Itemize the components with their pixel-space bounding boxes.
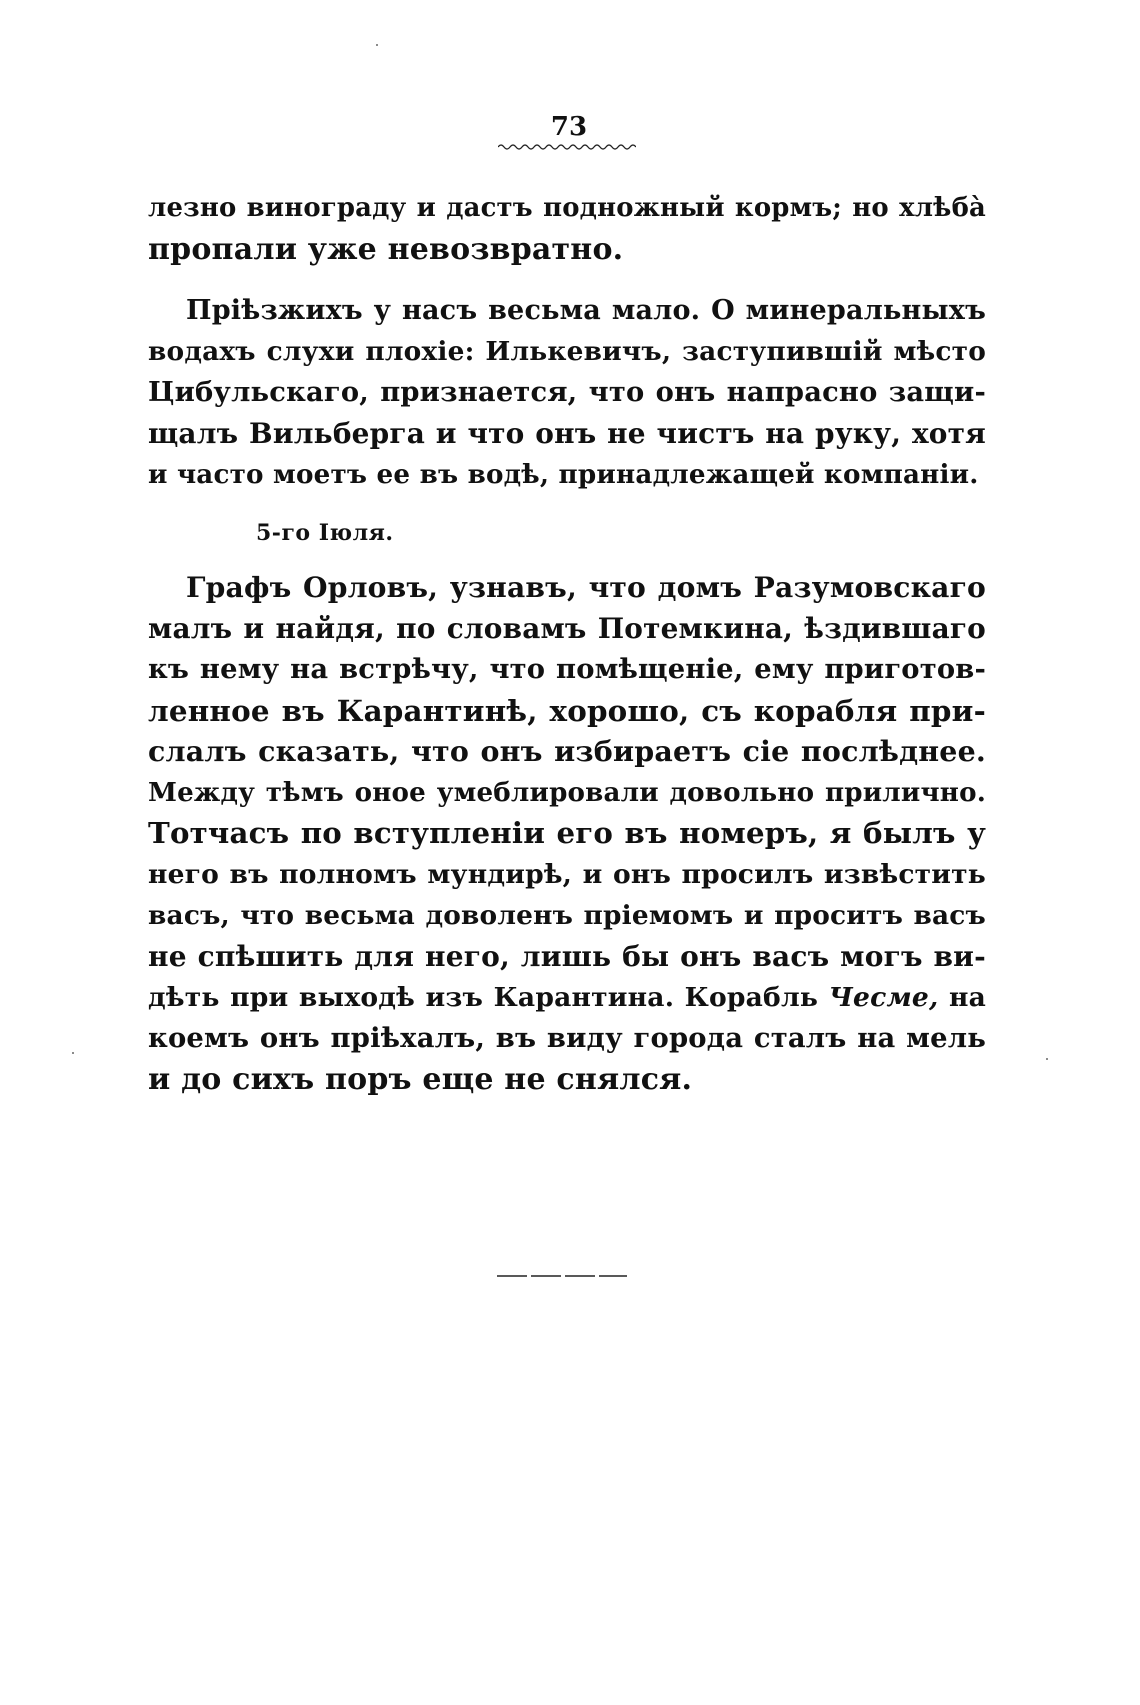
paragraph-1 [148,188,986,270]
text-line: водахъ слухи плохіе: Илькевичъ, заступившій мѣсто [148,336,986,367]
wavy-rule-ornament [498,142,636,152]
end-rule-divider [497,1274,627,1278]
text-line: не спѣшить для него, лишь бы онъ васъ могъ ви- [148,940,986,973]
ship-name-italic: Чесме, [828,982,939,1013]
text-line-part: на [948,982,986,1013]
text-line: васъ, что весьма доволенъ пріемомъ и проситъ васъ [148,900,986,931]
text-line: къ нему на встрѣчу, что помѣщеніе, ему приготов- [148,653,986,685]
scan-speck [72,1052,74,1054]
page-number [0,112,1140,142]
text-line: коемъ онъ пріѣхалъ, въ виду города сталъ на мель [148,1022,986,1054]
page-number-text: 73 [550,112,588,142]
paragraph-2 [148,290,986,495]
text-line: малъ и найдя, по словамъ Потемкина, ѣздившаго [148,612,986,645]
text-line: и до сихъ поръ еще не снялся. [148,1062,693,1097]
scan-speck [1046,1058,1048,1060]
text-line: ленное въ Карантинѣ, хорошо, съ корабля при- [148,693,986,728]
text-line: щалъ Вильберга и что онъ не чистъ на руку, хотя [148,417,986,450]
text-line: лезно винограду и дастъ подножный кормъ; но хлѣбà [148,193,986,223]
text-line: Между тѣмъ оное умеблировали довольно прилично. [148,777,986,808]
text-line: и часто моетъ ее въ водѣ, принадлежащей компаніи. [148,459,979,490]
paragraph-3 [148,567,986,1100]
text-line: него въ полномъ мундирѣ, и онъ просилъ извѣстить [148,859,986,890]
date-heading: 5-го Іюля. [256,520,394,546]
text-line: слалъ сказать, что онъ избираетъ сіе послѣднее. [148,734,986,768]
text-line-part: дѣть при выходѣ изъ Карантина. Корабль [148,982,819,1013]
text-line: Графъ Орловъ, узнавъ, что домъ Разумовскаго [186,571,986,604]
text-line: Тотчасъ по вступленіи его въ номеръ, я былъ у [148,816,986,850]
text-line: Пріѣзжихъ у насъ весьма мало. О минеральныхъ [186,295,986,326]
text-line: пропали уже невозвратно. [148,232,624,267]
text-line-with-ship-name [148,977,986,1018]
text-line: Цибульскаго, признается, что онъ напрасно защи- [148,376,986,408]
scan-speck [376,44,378,46]
